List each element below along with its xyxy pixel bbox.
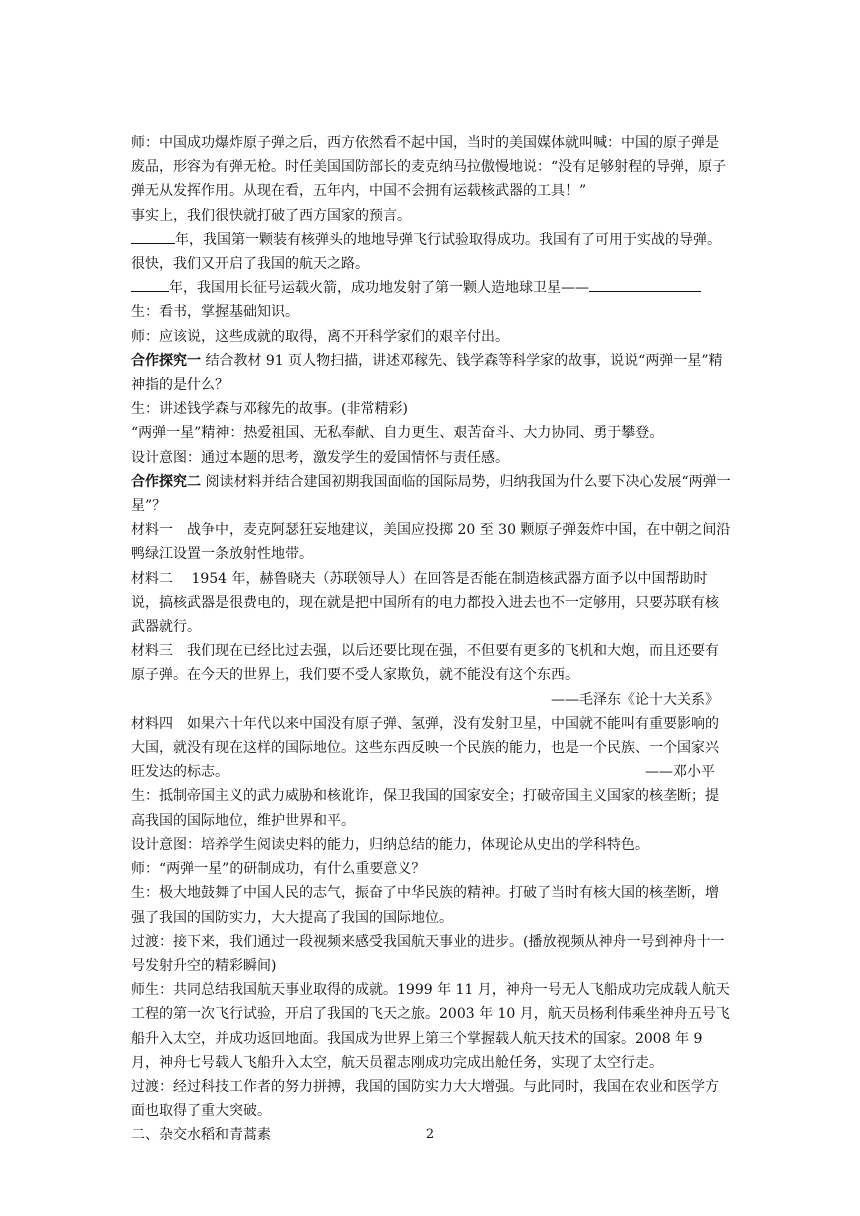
inquiry-one	[131, 349, 731, 397]
document-body	[131, 131, 731, 1148]
blank-satellite-name[interactable]	[589, 277, 701, 292]
inquiry-two-text: 阅读材料并结合建国初期我国面临的国际局势，归纳我国为什么要下决心发展“两弹一星”？	[131, 473, 731, 515]
inquiry-one-label: 合作探究一	[131, 352, 201, 369]
spirit-definition: “两弹一星”精神：热爱祖国、无私奉献、自力更生、艰苦奋斗、大力协同、勇于攀登。	[131, 425, 664, 442]
paragraph-prophecy: 事实上，我们很快就打破了西方国家的预言。	[131, 207, 411, 224]
fill-blank-satellite-text: 年，我国用长征号运载火箭，成功地发射了第一颗人造地球卫星——	[169, 280, 589, 297]
material-four-source: ——邓小平	[645, 764, 715, 781]
student-story: 生：讲述钱学森与邓稼先的故事。(非常精彩)	[131, 401, 408, 418]
fill-blank-missile-text: 年，我国第一颗装有核弹头的地地导弹飞行试验取得成功。我国有了可用于实战的导弹。	[175, 231, 721, 248]
material-four	[131, 712, 731, 785]
material-three: 材料三 我们现在已经比过去强，以后还要比现在强，不但要有更多的飞机和大炮，而且还要有原子弹。在今天的世界上，我们要不受人家欺负，就不能没有这个东西。	[131, 643, 719, 684]
material-one: 材料一 战争中，麦克阿瑟狂妄地建议，美国应投掷 20 至 30 颗原子弹轰炸中国，在中朝之间沿鸭绿江设置一条放射性地带。	[131, 522, 731, 563]
design-intent-2: 设计意图：培养学生阅读史料的能力，归纳总结的能力，体现论从史出的学科特色。	[131, 836, 649, 853]
inquiry-two	[131, 470, 731, 518]
paragraph-space-road: 很快，我们又开启了我国的航天之路。	[131, 256, 369, 273]
fill-blank-missile	[131, 228, 731, 252]
transition-agriculture: 过渡：经过科技工作者的努力拼搏，我国的国防实力大大增强。与此同时，我国在农业和医学方面也取得了重大突破。	[131, 1078, 719, 1120]
student-answer-reasons: 生：抵制帝国主义的武力威胁和核讹诈，保卫我国的国家安全；打破帝国主义国家的核垄断；提高我国的国际地位，维护世界和平。	[131, 788, 719, 829]
page-number: 2	[425, 1127, 435, 1142]
blank-year-2[interactable]	[131, 277, 169, 292]
space-achievements-summary: 师生：共同总结我国航天事业取得的成就。1999 年 11 月，神舟一号无人飞船成功完成载人航天工程的第一次飞行试验，开启了我国的飞天之旅。2003 年 10 月，航天员杨利伟乘坐神舟五号飞船升入太空，并成功返回地面。我国成为世界上第三个掌握载人航天技术的国家。2008 年 9 月，神舟七号载人飞船升入太空，航天员翟志刚成功完成出舱任务，实现了太空行走。	[131, 982, 730, 1071]
inquiry-two-label: 合作探究二	[131, 473, 201, 490]
teacher-scientists: 师：应该说，这些成就的取得，离不开科学家们的艰辛付出。	[131, 328, 509, 345]
material-two: 材料二 1954 年，赫鲁晓夫（苏联领导人）在回答是否能在制造核武器方面予以中国帮助时说，搞核武器是很费电的，现在就是把中国所有的电力都投入进去也不一定够用，只要苏联有核武器就行。	[131, 570, 719, 636]
material-three-source: ——毛泽东《论十大关系》	[551, 691, 719, 708]
section-heading-rice-artemisinin: 二、杂交水稻和青蒿素	[131, 1127, 271, 1144]
material-four-text: 材料四 如果六十年代以来中国没有原子弹、氢弹，没有发射卫星，中国就不能叫有重要影响的大国，就没有现在这样的国际地位。这些东西反映一个民族的能力，也是一个民族、一个国家兴旺发达的标志。	[131, 715, 719, 781]
teacher-paragraph-1: 师：中国成功爆炸原子弹之后，西方依然看不起中国，当时的美国媒体就叫喊：中国的原子弹是废品，形容为有弹无枪。时任美国国防部长的麦克纳马拉傲慢地说：“没有足够射程的导弹，原子弹无从发挥作用。从现在看，五年内，中国不会拥有运载核武器的工具！”	[131, 135, 727, 200]
fill-blank-satellite	[131, 276, 731, 300]
student-read-book: 生：看书，掌握基础知识。	[131, 304, 299, 321]
student-significance-answer: 生：极大地鼓舞了中国人民的志气，振奋了中华民族的精神。打破了当时有核大国的核垄断，增强了我国的国防实力，大大提高了我国的国际地位。	[131, 885, 719, 926]
transition-video: 过渡：接下来，我们通过一段视频来感受我国航天事业的进步。(播放视频从神舟一号到神舟十一号发射升空的精彩瞬间)	[131, 933, 725, 974]
design-intent-1: 设计意图：通过本题的思考，激发学生的爱国情怀与责任感。	[131, 449, 509, 466]
blank-year-1[interactable]	[131, 229, 175, 244]
teacher-significance-question: 师：“两弹一星”的研制成功，有什么重要意义？	[131, 861, 426, 878]
inquiry-one-text: 结合教材 91 页人物扫描，讲述邓稼先、钱学森等科学家的故事，说说“两弹一星”精神指的是什么？	[131, 352, 723, 394]
